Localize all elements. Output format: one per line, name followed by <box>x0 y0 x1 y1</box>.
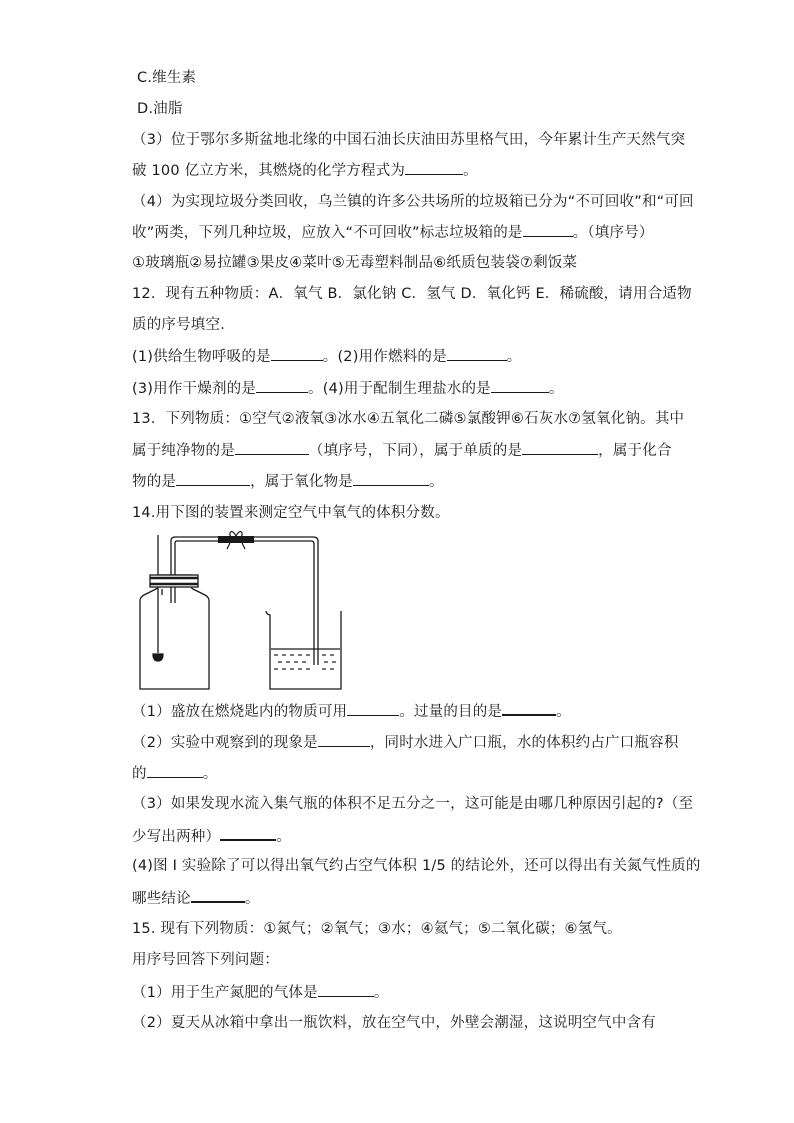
answer-blank[interactable] <box>523 222 573 237</box>
option-c: C.维生素 <box>137 70 197 86</box>
question-14-4-line1: (4)图 I 实验除了可以得出氧气约占空气体积 1/5 的结论外，还可以得出有关氮气性质的 <box>132 858 701 874</box>
question-15-line1: 15. 现有下列物质：①氮气；②氧气；③水；④氦气；⑤二氧化碳；⑥氢气。 <box>132 921 622 937</box>
question-11-4-line1: （4）为实现垃圾分类回收，乌兰镇的许多公共场所的垃圾箱已分为“不可回收”和“可回 <box>132 194 694 210</box>
answer-blank[interactable] <box>191 887 245 903</box>
answer-blank[interactable] <box>176 471 250 486</box>
answer-blank[interactable] <box>522 440 598 455</box>
question-11-3-line2: 破 100 亿立方米，其燃烧的化学方程式为 。 <box>132 160 478 181</box>
question-14-2-line2: 的 。 <box>132 763 217 784</box>
question-14-3-line1: （3）如果发现水流入集气瓶的体积不足五分之一，这可能是由哪几种原因引起的?（至 <box>132 796 694 812</box>
answer-blank[interactable] <box>147 763 203 778</box>
air-oxygen-measurement-apparatus-icon <box>128 531 353 693</box>
answer-blank[interactable] <box>235 440 309 455</box>
question-12-line4: (3)用作干燥剂的是 。(4)用于配制生理盐水的是 。 <box>132 378 564 399</box>
question-12-line1: 12．现有五种物质：A．氧气 B．氯化钠 C．氢气 D．氧化钙 E．稀硫酸，请用合适物 <box>132 286 692 302</box>
question-14-1: （1）盛放在燃烧匙内的物质可用 。过量的目的是 。 <box>132 700 571 722</box>
answer-blank[interactable] <box>347 701 399 716</box>
question-15-line2: 用序号回答下列问题： <box>132 952 279 968</box>
question-12-line2: 质的序号填空． <box>132 317 235 333</box>
question-13-line2: 属于纯净物的是 （填序号，下同），属于单质的是 ，属于化合 <box>132 440 672 461</box>
question-11-4-line2: 收”两类，下列几种垃圾，应放入“不可回收”标志垃圾箱的是 。（填序号） <box>132 222 654 243</box>
answer-blank[interactable] <box>502 700 556 716</box>
answer-blank[interactable] <box>491 378 549 393</box>
answer-blank[interactable] <box>256 378 308 393</box>
question-15-1: （1）用于生产氮肥的气体是 。 <box>132 982 389 1003</box>
answer-blank[interactable] <box>405 160 463 175</box>
answer-blank[interactable] <box>447 346 507 361</box>
question-14-3-line2: 少写出两种） 。 <box>132 825 291 847</box>
question-14-2-line1: （2）实验中观察到的现象是 ，同时水进入广口瓶，水的体积约占广口瓶容积 <box>132 732 679 753</box>
question-14-title: 14.用下图的装置来测定空气中氧气的体积分数。 <box>132 505 450 521</box>
answer-blank[interactable] <box>353 471 429 486</box>
question-13-line3: 物的是 ，属于氧化物是 。 <box>132 471 444 492</box>
question-14-4-line2: 哪些结论 。 <box>132 887 260 909</box>
answer-blank[interactable] <box>318 982 374 997</box>
question-13-line1: 13．下列物质：①空气②液氧③冰水④五氧化二磷⑤氯酸钾⑥石灰水⑦氢氧化钠。其中 <box>132 411 685 427</box>
question-11-4-options: ①玻璃瓶②易拉罐③果皮④菜叶⑤无毒塑料制品⑥纸质包装袋⑦剩饭菜 <box>132 255 578 271</box>
option-d: D.油脂 <box>137 101 183 117</box>
answer-blank[interactable] <box>318 732 370 747</box>
question-12-line3: (1)供给生物呼吸的是 。(2)用作燃料的是 。 <box>132 346 522 367</box>
answer-blank[interactable] <box>220 825 276 841</box>
question-15-2: （2）夏天从冰箱中拿出一瓶饮料，放在空气中，外壁会潮湿，这说明空气中含有 <box>132 1015 656 1031</box>
question-11-3-line1: （3）位于鄂尔多斯盆地北缘的中国石油长庆油田苏里格气田，今年累计生产天然气突 <box>132 132 686 148</box>
answer-blank[interactable] <box>271 346 323 361</box>
